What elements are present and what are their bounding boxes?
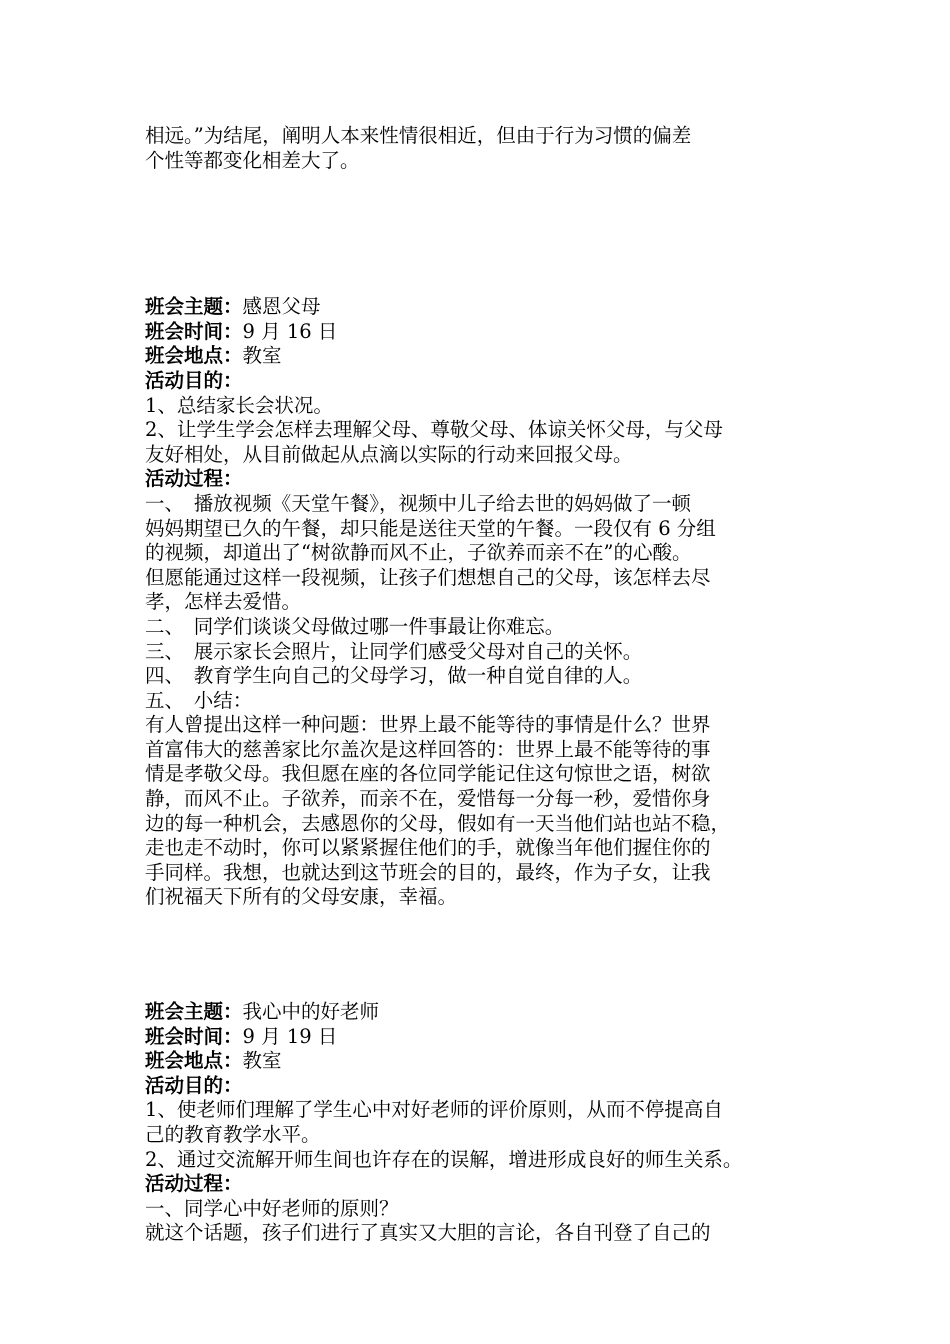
process-line: 走也走不动时，你可以紧紧握住他们的手，就像当年他们握住你的 (145, 836, 711, 860)
time-label: 班会时间： (145, 1024, 243, 1048)
meeting-section-1 (145, 295, 825, 910)
purpose-line: 2、通过交流解开师生间也许存在的误解，增进形成良好的师生关系。 (145, 1147, 743, 1171)
process-line: 但愿能通过这样一段视频，让孩子们想想自己的父母，该怎样去尽 (145, 565, 711, 589)
purpose-heading: 活动目的： (145, 1073, 243, 1097)
process-line: 边的每一种机会，去感恩你的父母，假如有一天当他们站也站不稳， (145, 811, 731, 835)
purpose-line: 己的教育教学水平。 (145, 1123, 321, 1146)
process-heading: 活动过程： (145, 467, 243, 491)
theme-label: 班会主题： (145, 1000, 243, 1024)
process-line: 孝，怎样去爱惜。 (145, 590, 302, 614)
process-line: 四、 教育学生向自己的父母学习，做一种自觉自律的人。 (145, 664, 643, 688)
place-value: 教室 (242, 344, 282, 368)
process-line: 静，而风不止。子欲养，而亲不在，爱惜每一分每一秒，爱惜你身 (145, 787, 711, 811)
intro-line: 相远。”为结尾，阐明人本来性情很相近，但由于行为习惯的偏差 (145, 124, 692, 147)
process-line: 二、 同学们谈谈父母做过哪一件事最让你难忘。 (145, 614, 565, 638)
process-line: 手同样。我想，也就达到这节班会的目的，最终，作为子女，让我 (145, 860, 711, 884)
theme-row (145, 295, 825, 320)
process-line: 首富伟大的慈善家比尔盖次是这样回答的：世界上最不能等待的事 (145, 737, 711, 761)
purpose-line: 1、总结家长会状况。 (145, 393, 333, 417)
time-row (145, 1025, 825, 1050)
place-row (145, 344, 825, 369)
process-line: 的视频，却道出了“树欲静而风不止，子欲养而亲不在”的心酸。 (145, 541, 692, 565)
process-line: 有人曾提出这样一种问题：世界上最不能等待的事情是什么？世界 (145, 713, 711, 737)
place-value: 教室 (242, 1049, 282, 1073)
process-line: 五、 小结： (145, 688, 253, 712)
process-line: 情是孝敬父母。我但愿在座的各位同学能记住这句惊世之语，树欲 (145, 762, 711, 786)
purpose-line: 1、使老师们理解了学生心中对好老师的评价原则，从而不停提高自 (145, 1098, 723, 1122)
place-label: 班会地点： (145, 1049, 243, 1073)
document-page (145, 124, 825, 1246)
theme-row (145, 1000, 825, 1025)
theme-value: 我心中的好老师 (242, 1000, 380, 1024)
process-line: 就这个话题，孩子们进行了真实又大胆的言论，各自刊登了自己的 (145, 1221, 711, 1245)
place-row (145, 1049, 825, 1074)
meeting-section-2 (145, 1000, 825, 1246)
purpose-heading: 活动目的： (145, 368, 243, 392)
intro-paragraph (145, 124, 825, 173)
purpose-line: 2、让学生学会怎样去理解父母、尊敬父母、体谅关怀父母，与父母 (145, 418, 723, 442)
place-label: 班会地点： (145, 344, 243, 368)
time-row (145, 320, 825, 345)
process-heading: 活动过程： (145, 1172, 243, 1196)
time-value: 9 月 19 日 (242, 1024, 338, 1048)
process-line: 妈妈期望已久的午餐，却只能是送往天堂的午餐。一段仅有 6 分组 (145, 516, 716, 540)
purpose-line: 友好相处，从目前做起从点滴以实际的行动来回报父母。 (145, 442, 633, 466)
theme-value: 感恩父母 (242, 295, 321, 319)
intro-line: 个性等都变化相差大了。 (145, 148, 360, 172)
process-line: 们祝福天下所有的父母安康，幸福。 (145, 885, 458, 909)
time-label: 班会时间： (145, 319, 243, 343)
process-line: 一、 播放视频《天堂午餐》，视频中儿子给去世的妈妈做了一顿 (145, 491, 692, 515)
time-value: 9 月 16 日 (242, 319, 338, 343)
theme-label: 班会主题： (145, 295, 243, 319)
process-line: 三、 展示家长会照片，让同学们感受父母对自己的关怀。 (145, 639, 643, 663)
process-line: 一、同学心中好老师的原则？ (145, 1196, 399, 1220)
